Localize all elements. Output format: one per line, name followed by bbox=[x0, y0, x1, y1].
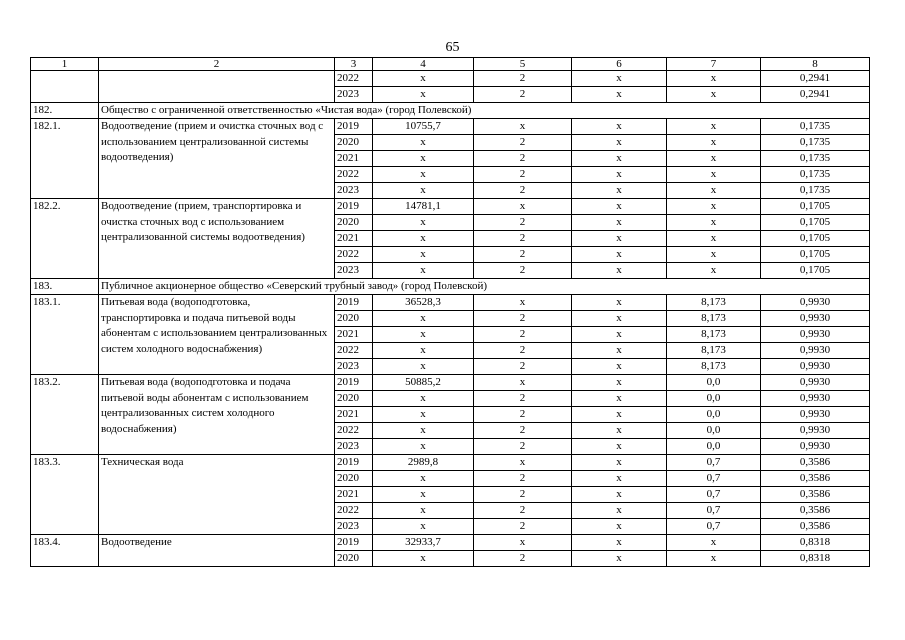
value-cell-6: х bbox=[572, 391, 667, 407]
value-cell-5: 2 bbox=[474, 247, 572, 263]
year-cell: 2020 bbox=[335, 391, 373, 407]
value-cell-7: х bbox=[667, 551, 761, 567]
year-cell: 2020 bbox=[335, 551, 373, 567]
value-cell-5: х bbox=[474, 295, 572, 311]
value-cell-6: х bbox=[572, 487, 667, 503]
volume-cell: х bbox=[373, 151, 474, 167]
value-cell-7: х bbox=[667, 215, 761, 231]
column-header: 5 bbox=[474, 58, 572, 71]
value-cell-6: х bbox=[572, 87, 667, 103]
value-cell-8: 0,9930 bbox=[761, 327, 870, 343]
service-name bbox=[99, 71, 335, 103]
value-cell-6: х bbox=[572, 503, 667, 519]
value-cell-5: 2 bbox=[474, 391, 572, 407]
value-cell-8: 0,1705 bbox=[761, 263, 870, 279]
year-cell: 2022 bbox=[335, 167, 373, 183]
value-cell-7: 0,7 bbox=[667, 471, 761, 487]
volume-cell: х bbox=[373, 439, 474, 455]
volume-cell: х bbox=[373, 215, 474, 231]
value-cell-8: 0,3586 bbox=[761, 455, 870, 471]
value-cell-7: 8,173 bbox=[667, 327, 761, 343]
year-cell: 2019 bbox=[335, 119, 373, 135]
row-number: 182. bbox=[31, 103, 99, 119]
column-header: 8 bbox=[761, 58, 870, 71]
value-cell-8: 0,1705 bbox=[761, 247, 870, 263]
value-cell-6: х bbox=[572, 135, 667, 151]
value-cell-8: 0,9930 bbox=[761, 375, 870, 391]
value-cell-8: 0,1705 bbox=[761, 215, 870, 231]
value-cell-7: х bbox=[667, 231, 761, 247]
value-cell-7: х bbox=[667, 247, 761, 263]
table-row bbox=[31, 295, 870, 311]
value-cell-7: 8,173 bbox=[667, 343, 761, 359]
organization-row bbox=[31, 103, 870, 119]
table-row bbox=[31, 199, 870, 215]
value-cell-5: 2 bbox=[474, 343, 572, 359]
column-header: 7 bbox=[667, 58, 761, 71]
column-number-row bbox=[31, 58, 870, 71]
organization-name: Общество с ограниченной ответственностью «Чистая вода» (город Полевской) bbox=[99, 103, 870, 119]
year-cell: 2023 bbox=[335, 519, 373, 535]
year-cell: 2019 bbox=[335, 375, 373, 391]
volume-cell: х bbox=[373, 487, 474, 503]
year-cell: 2023 bbox=[335, 439, 373, 455]
organization-row bbox=[31, 279, 870, 295]
year-cell: 2022 bbox=[335, 343, 373, 359]
value-cell-5: 2 bbox=[474, 151, 572, 167]
value-cell-8: 0,1705 bbox=[761, 199, 870, 215]
value-cell-7: х bbox=[667, 151, 761, 167]
value-cell-6: х bbox=[572, 551, 667, 567]
volume-cell: 36528,3 bbox=[373, 295, 474, 311]
value-cell-5: 2 bbox=[474, 311, 572, 327]
column-header: 2 bbox=[99, 58, 335, 71]
row-number: 183.1. bbox=[31, 295, 99, 375]
value-cell-6: х bbox=[572, 471, 667, 487]
year-cell: 2023 bbox=[335, 263, 373, 279]
value-cell-6: х bbox=[572, 343, 667, 359]
value-cell-6: х bbox=[572, 327, 667, 343]
value-cell-6: х bbox=[572, 151, 667, 167]
page-number: 65 bbox=[445, 40, 460, 55]
tariff-table bbox=[30, 57, 870, 567]
volume-cell: х bbox=[373, 167, 474, 183]
table-row bbox=[31, 119, 870, 135]
volume-cell: х bbox=[373, 183, 474, 199]
value-cell-6: х bbox=[572, 247, 667, 263]
value-cell-8: 0,9930 bbox=[761, 343, 870, 359]
value-cell-8: 0,1735 bbox=[761, 135, 870, 151]
value-cell-6: х bbox=[572, 167, 667, 183]
value-cell-6: х bbox=[572, 263, 667, 279]
value-cell-5: 2 bbox=[474, 215, 572, 231]
year-cell: 2021 bbox=[335, 487, 373, 503]
value-cell-5: х bbox=[474, 535, 572, 551]
volume-cell: х bbox=[373, 343, 474, 359]
value-cell-7: 0,0 bbox=[667, 439, 761, 455]
value-cell-5: 2 bbox=[474, 519, 572, 535]
value-cell-6: х bbox=[572, 119, 667, 135]
column-header: 1 bbox=[31, 58, 99, 71]
value-cell-7: 8,173 bbox=[667, 311, 761, 327]
value-cell-7: 0,0 bbox=[667, 375, 761, 391]
value-cell-5: х bbox=[474, 375, 572, 391]
value-cell-6: х bbox=[572, 439, 667, 455]
value-cell-6: х bbox=[572, 535, 667, 551]
value-cell-6: х bbox=[572, 295, 667, 311]
value-cell-6: х bbox=[572, 359, 667, 375]
year-cell: 2019 bbox=[335, 535, 373, 551]
year-cell: 2022 bbox=[335, 423, 373, 439]
year-cell: 2022 bbox=[335, 503, 373, 519]
service-name: Водоотведение bbox=[99, 535, 335, 567]
value-cell-5: 2 bbox=[474, 167, 572, 183]
value-cell-8: 0,3586 bbox=[761, 503, 870, 519]
value-cell-8: 0,9930 bbox=[761, 423, 870, 439]
row-number: 183.2. bbox=[31, 375, 99, 455]
value-cell-8: 0,1705 bbox=[761, 231, 870, 247]
value-cell-7: 8,173 bbox=[667, 359, 761, 375]
value-cell-8: 0,9930 bbox=[761, 359, 870, 375]
value-cell-6: х bbox=[572, 215, 667, 231]
row-number: 183.4. bbox=[31, 535, 99, 567]
value-cell-7: х bbox=[667, 263, 761, 279]
value-cell-5: 2 bbox=[474, 487, 572, 503]
value-cell-8: 0,9930 bbox=[761, 407, 870, 423]
year-cell: 2023 bbox=[335, 359, 373, 375]
value-cell-7: 0,7 bbox=[667, 487, 761, 503]
value-cell-7: х bbox=[667, 135, 761, 151]
value-cell-8: 0,9930 bbox=[761, 311, 870, 327]
value-cell-7: 0,7 bbox=[667, 455, 761, 471]
year-cell: 2019 bbox=[335, 199, 373, 215]
value-cell-8: 0,3586 bbox=[761, 519, 870, 535]
value-cell-8: 0,3586 bbox=[761, 471, 870, 487]
column-header: 6 bbox=[572, 58, 667, 71]
value-cell-7: х bbox=[667, 183, 761, 199]
year-cell: 2021 bbox=[335, 327, 373, 343]
value-cell-6: х bbox=[572, 71, 667, 87]
row-number: 182.2. bbox=[31, 199, 99, 279]
volume-cell: 10755,7 bbox=[373, 119, 474, 135]
value-cell-8: 0,2941 bbox=[761, 71, 870, 87]
volume-cell: х bbox=[373, 231, 474, 247]
value-cell-7: х bbox=[667, 535, 761, 551]
value-cell-5: 2 bbox=[474, 551, 572, 567]
value-cell-5: х bbox=[474, 119, 572, 135]
volume-cell: х bbox=[373, 471, 474, 487]
value-cell-8: 0,1735 bbox=[761, 119, 870, 135]
value-cell-7: 0,0 bbox=[667, 407, 761, 423]
value-cell-5: 2 bbox=[474, 71, 572, 87]
value-cell-5: 2 bbox=[474, 231, 572, 247]
value-cell-5: 2 bbox=[474, 503, 572, 519]
year-cell: 2020 bbox=[335, 311, 373, 327]
year-cell: 2023 bbox=[335, 87, 373, 103]
volume-cell: х bbox=[373, 327, 474, 343]
year-cell: 2022 bbox=[335, 71, 373, 87]
value-cell-8: 0,1735 bbox=[761, 167, 870, 183]
value-cell-7: х bbox=[667, 199, 761, 215]
volume-cell: х bbox=[373, 71, 474, 87]
organization-name: Публичное акционерное общество «Северский трубный завод» (город Полевской) bbox=[99, 279, 870, 295]
volume-cell: х bbox=[373, 503, 474, 519]
value-cell-5: 2 bbox=[474, 423, 572, 439]
year-cell: 2023 bbox=[335, 183, 373, 199]
row-number: 182.1. bbox=[31, 119, 99, 199]
volume-cell: х bbox=[373, 247, 474, 263]
year-cell: 2021 bbox=[335, 407, 373, 423]
service-name: Питьевая вода (водоподготовка, транспортировка и подача питьевой воды абонентам с использованием централизованных систем холодного водоснабжения) bbox=[99, 295, 335, 375]
value-cell-7: 0,7 bbox=[667, 503, 761, 519]
table-body bbox=[31, 58, 870, 567]
value-cell-8: 0,2941 bbox=[761, 87, 870, 103]
volume-cell: 32933,7 bbox=[373, 535, 474, 551]
column-header: 3 bbox=[335, 58, 373, 71]
year-cell: 2020 bbox=[335, 215, 373, 231]
volume-cell: х bbox=[373, 519, 474, 535]
volume-cell: 2989,8 bbox=[373, 455, 474, 471]
value-cell-7: 0,0 bbox=[667, 391, 761, 407]
table-row bbox=[31, 535, 870, 551]
value-cell-8: 0,1735 bbox=[761, 183, 870, 199]
table-row bbox=[31, 71, 870, 87]
year-cell: 2020 bbox=[335, 135, 373, 151]
value-cell-5: 2 bbox=[474, 471, 572, 487]
value-cell-5: 2 bbox=[474, 359, 572, 375]
value-cell-5: х bbox=[474, 199, 572, 215]
value-cell-5: 2 bbox=[474, 407, 572, 423]
row-number: 183.3. bbox=[31, 455, 99, 535]
volume-cell: х bbox=[373, 263, 474, 279]
value-cell-5: 2 bbox=[474, 135, 572, 151]
volume-cell: х bbox=[373, 311, 474, 327]
volume-cell: х bbox=[373, 135, 474, 151]
value-cell-8: 0,9930 bbox=[761, 439, 870, 455]
year-cell: 2021 bbox=[335, 231, 373, 247]
row-number bbox=[31, 71, 99, 103]
value-cell-5: 2 bbox=[474, 327, 572, 343]
year-cell: 2019 bbox=[335, 295, 373, 311]
value-cell-7: х bbox=[667, 87, 761, 103]
value-cell-6: х bbox=[572, 407, 667, 423]
volume-cell: х bbox=[373, 551, 474, 567]
volume-cell: х bbox=[373, 87, 474, 103]
year-cell: 2019 bbox=[335, 455, 373, 471]
service-name: Питьевая вода (водоподготовка и подача питьевой воды абонентам с использованием централизованных систем холодного водоснабжения) bbox=[99, 375, 335, 455]
value-cell-5: 2 bbox=[474, 183, 572, 199]
service-name: Техническая вода bbox=[99, 455, 335, 535]
year-cell: 2021 bbox=[335, 151, 373, 167]
value-cell-7: х bbox=[667, 119, 761, 135]
value-cell-7: х bbox=[667, 71, 761, 87]
value-cell-6: х bbox=[572, 311, 667, 327]
value-cell-5: 2 bbox=[474, 87, 572, 103]
value-cell-6: х bbox=[572, 375, 667, 391]
column-header: 4 bbox=[373, 58, 474, 71]
value-cell-6: х bbox=[572, 519, 667, 535]
value-cell-8: 0,8318 bbox=[761, 535, 870, 551]
volume-cell: х bbox=[373, 407, 474, 423]
value-cell-5: х bbox=[474, 455, 572, 471]
value-cell-7: 0,7 bbox=[667, 519, 761, 535]
year-cell: 2022 bbox=[335, 247, 373, 263]
table-row bbox=[31, 455, 870, 471]
value-cell-6: х bbox=[572, 199, 667, 215]
table-row bbox=[31, 375, 870, 391]
value-cell-6: х bbox=[572, 231, 667, 247]
volume-cell: 50885,2 bbox=[373, 375, 474, 391]
value-cell-8: 0,8318 bbox=[761, 551, 870, 567]
volume-cell: х bbox=[373, 359, 474, 375]
value-cell-7: 0,0 bbox=[667, 423, 761, 439]
value-cell-6: х bbox=[572, 455, 667, 471]
volume-cell: 14781,1 bbox=[373, 199, 474, 215]
value-cell-8: 0,9930 bbox=[761, 295, 870, 311]
value-cell-8: 0,9930 bbox=[761, 391, 870, 407]
value-cell-6: х bbox=[572, 423, 667, 439]
value-cell-8: 0,3586 bbox=[761, 487, 870, 503]
value-cell-6: х bbox=[572, 183, 667, 199]
value-cell-5: 2 bbox=[474, 439, 572, 455]
value-cell-5: 2 bbox=[474, 263, 572, 279]
value-cell-7: 8,173 bbox=[667, 295, 761, 311]
volume-cell: х bbox=[373, 391, 474, 407]
row-number: 183. bbox=[31, 279, 99, 295]
year-cell: 2020 bbox=[335, 471, 373, 487]
value-cell-8: 0,1735 bbox=[761, 151, 870, 167]
volume-cell: х bbox=[373, 423, 474, 439]
service-name: Водоотведение (прием, транспортировка и очистка сточных вод с использованием централизованной системы водоотведения) bbox=[99, 199, 335, 279]
value-cell-7: х bbox=[667, 167, 761, 183]
service-name: Водоотведение (прием и очистка сточных вод с использованием централизованной системы водоотведения) bbox=[99, 119, 335, 199]
